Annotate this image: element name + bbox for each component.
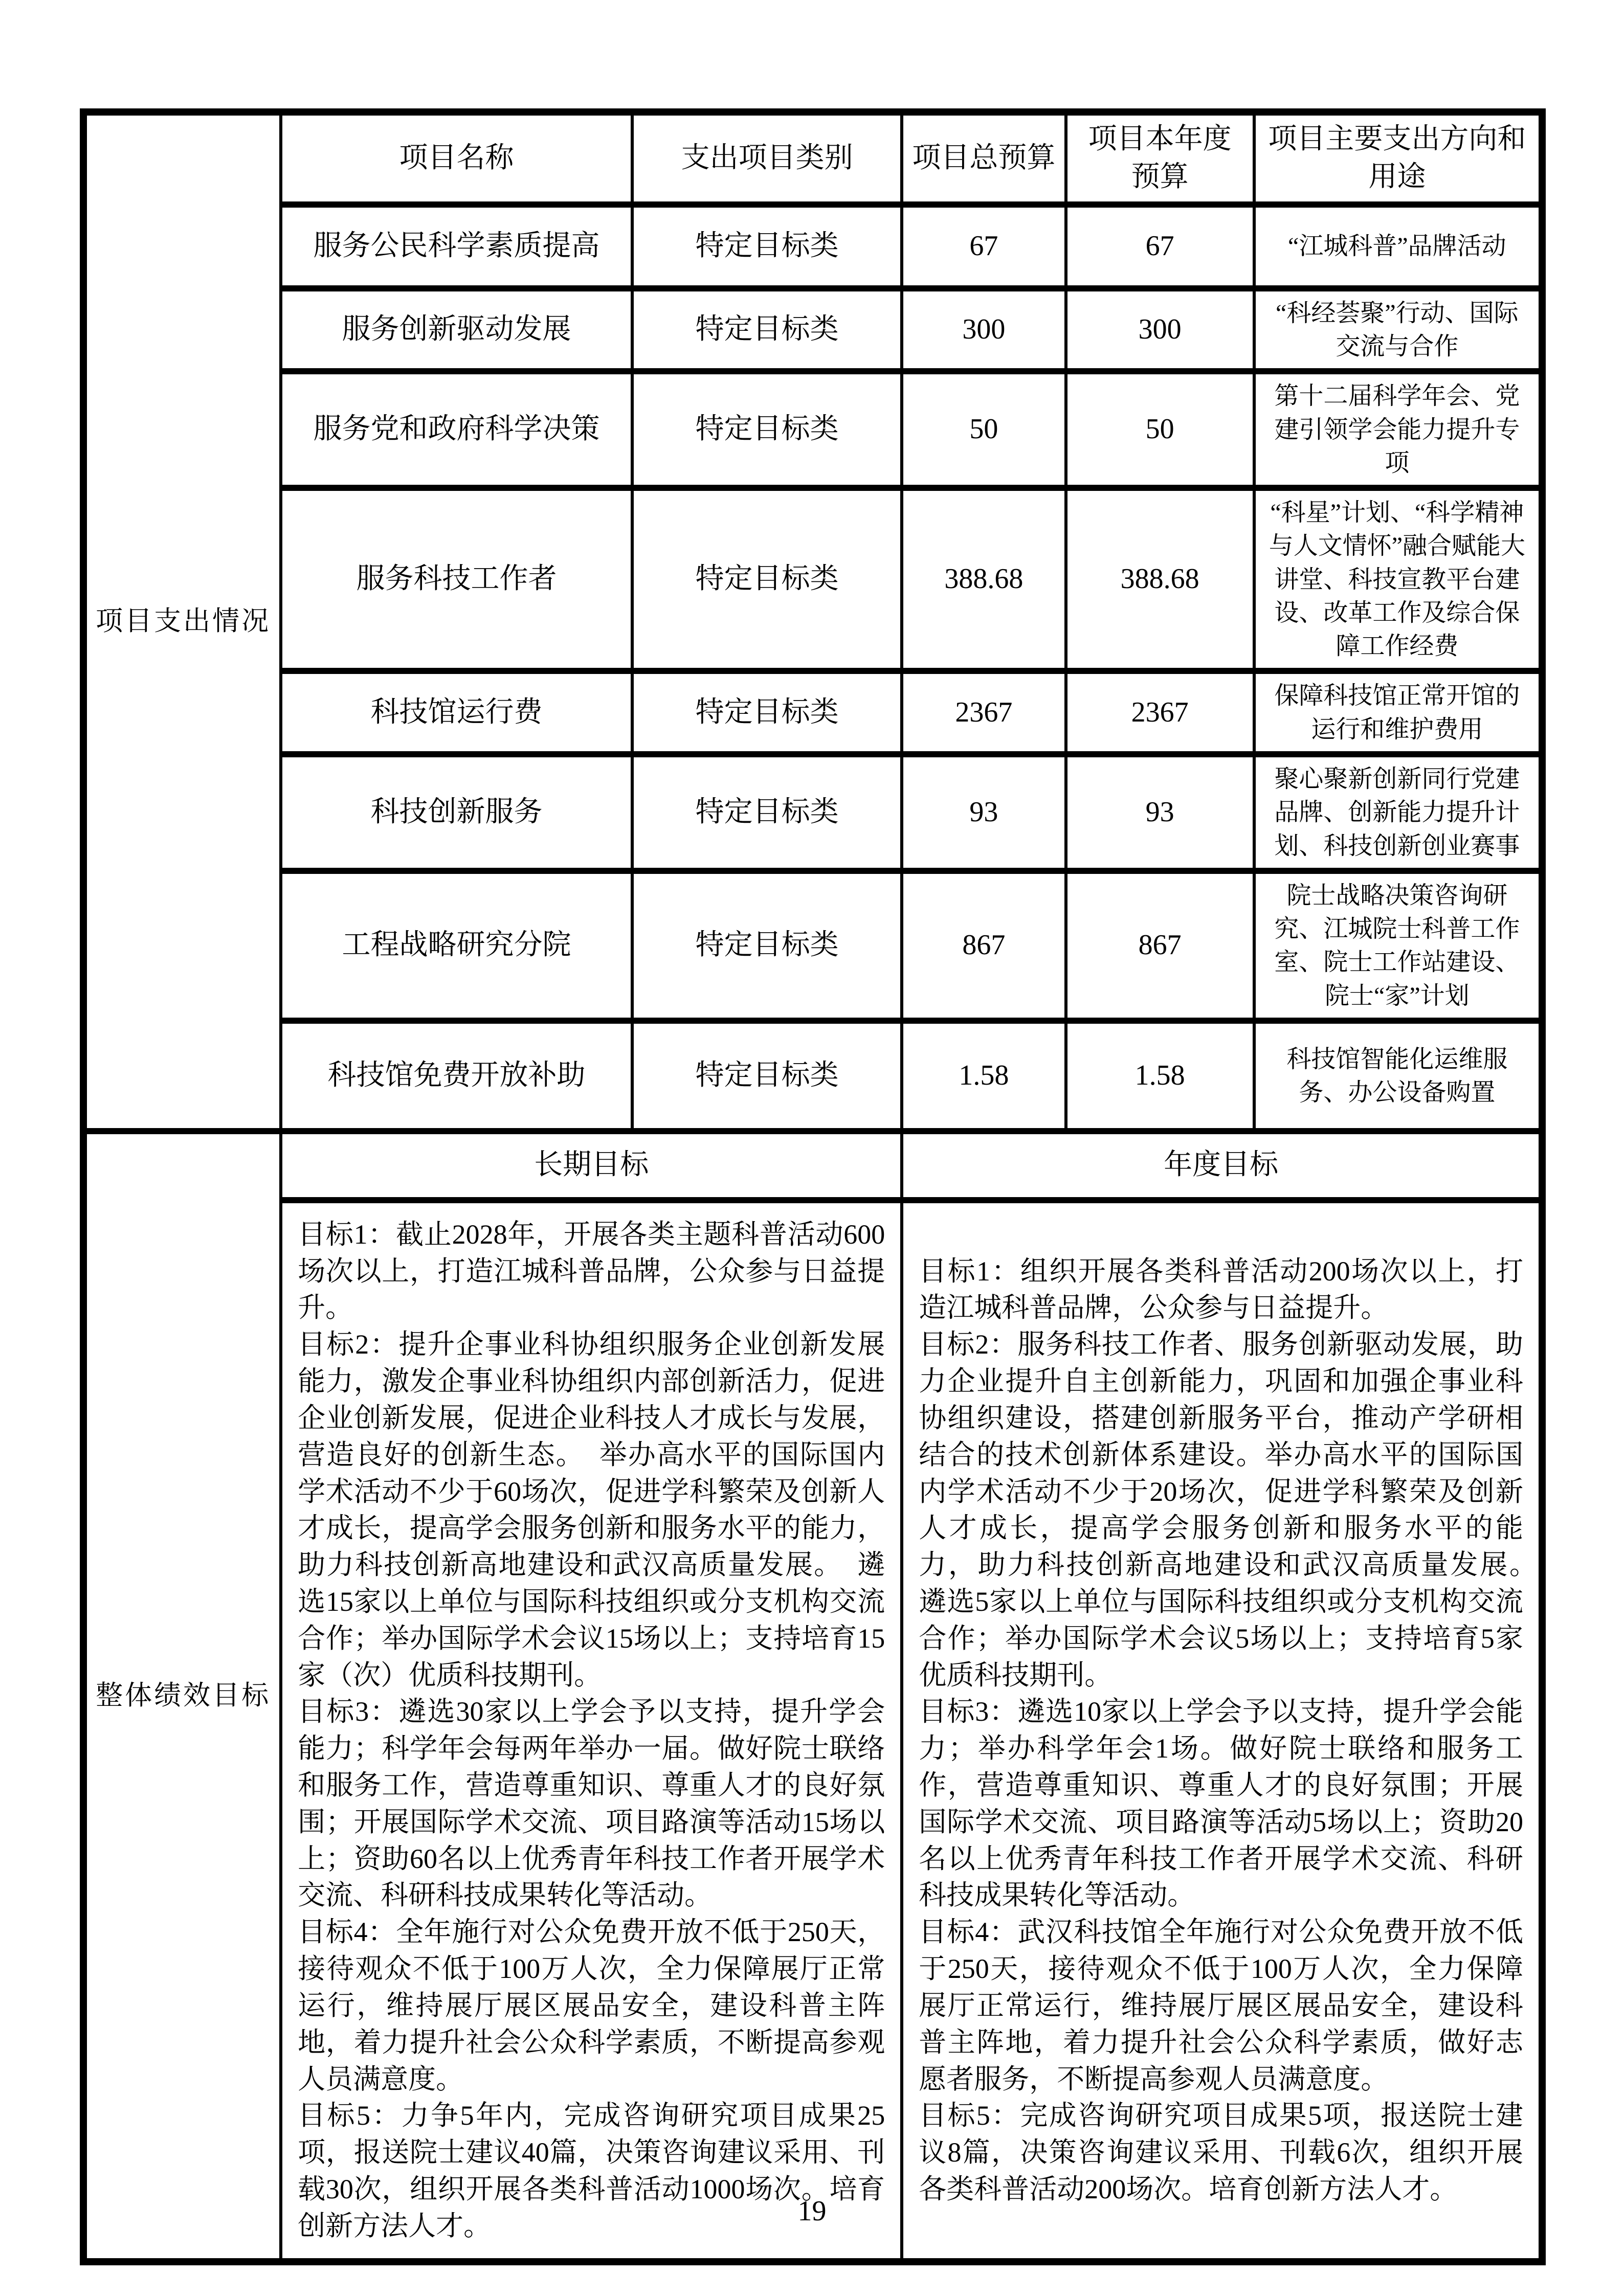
total-budget-cell: 93 [902,754,1065,871]
header-usage: 项目主要支出方向和用途 [1254,112,1542,205]
annual-budget-cell: 1.58 [1066,1021,1254,1131]
total-budget-cell: 867 [902,871,1065,1021]
project-name-cell: 工程战略研究分院 [281,871,632,1021]
annual-goal-3: 目标3：遴选10家以上学会予以支持，提升学会能力；举办科学年会1场。做好院士联络和服务工作，营造尊重知识、尊重人才的良好氛围；开展国际学术交流、项目路演等活动5场以上；资助20名以上优秀青年科技工作者开展学术交流、科研科技成果转化等活动。 [919,1696,1523,1911]
long-term-goal-1: 目标1：截止2028年，开展各类主题科普活动600场次以上，打造江城科普品牌，公众参与日益提升。 [298,1219,885,1323]
usage-cell: “科星”计划、“科学精神与人文情怀”融合赋能大讲堂、科技宣教平台建设、改革工作及综合保障工作经费 [1254,488,1542,671]
section-label-expenditure: 项目支出情况 [83,112,281,1131]
annual-goal-2: 目标2：服务科技工作者、服务创新驱动发展，助力企业提升自主创新能力，巩固和加强企事业科协组织建设，搭建创新服务平台，推动产学研相结合的技术创新体系建设。举办高水平的国际国内学术活动不少于20场次，促进学科繁荣及创新人才成长，提高学会服务创新和服务水平的能力，助力科技创新高地建设和武汉高质量发展。 遴选5家以上单位与国际科技组织或分支机构交流合作；举办国际学术会议5场以上；支持培育5家优质科技期刊。 [919,1329,1551,1691]
table-row [83,288,1542,372]
project-name-cell: 科技馆运行费 [281,671,632,754]
header-long-term-goals: 长期目标 [281,1131,902,1200]
project-name-cell: 科技馆免费开放补助 [281,1021,632,1131]
goals-header-row [83,1131,1542,1200]
header-total-budget: 项目总预算 [902,112,1065,205]
total-budget-cell: 50 [902,371,1065,488]
header-annual-goals: 年度目标 [902,1131,1542,1200]
category-cell: 特定目标类 [632,671,902,754]
total-budget-cell: 67 [902,205,1065,288]
table-header-row [83,112,1542,205]
table-row [83,871,1542,1021]
category-cell: 特定目标类 [632,488,902,671]
category-cell: 特定目标类 [632,754,902,871]
usage-cell: 聚心聚新创新同行党建品牌、创新能力提升计划、科技创新创业赛事 [1254,754,1542,871]
page-number: 19 [797,2195,827,2227]
category-cell: 特定目标类 [632,871,902,1021]
header-project-name: 项目名称 [281,112,632,205]
table-row [83,1021,1542,1131]
usage-cell: 第十二届科学年会、党建引领学会能力提升专项 [1254,371,1542,488]
goals-body-row [83,1200,1542,2262]
usage-cell: 科技馆智能化运维服务、办公设备购置 [1254,1021,1542,1131]
total-budget-cell: 388.68 [902,488,1065,671]
annual-goal-1: 目标1：组织开展各类科普活动200场次以上，打造江城科普品牌，公众参与日益提升。 [919,1255,1523,1323]
section-label-performance: 整体绩效目标 [83,1131,281,2262]
table-row [83,371,1542,488]
project-name-cell: 服务公民科学素质提高 [281,205,632,288]
project-name-cell: 科技创新服务 [281,754,632,871]
long-term-goal-2: 目标2：提升企事业科协组织服务企业创新发展能力，激发企事业科协组织内部创新活力，促进企业创新发展，促进企业科技人才成长与发展，营造良好的创新生态。 举办高水平的国际国内学术活动不少于60场次，促进学科繁荣及创新人才成长，提高学会服务创新和服务水平的能力，助力科技创新高地建设和武汉高质量发展。 遴选15家以上单位与国际科技组织或分支机构交流合作；举办国际学术会议15场以上；支持培育15家（次）优质科技期刊。 [298,1329,885,1691]
total-budget-cell: 1.58 [902,1021,1065,1131]
annual-goals-cell [902,1200,1551,2262]
annual-budget-cell: 2367 [1066,671,1254,754]
long-term-goal-4: 目标4：全年施行对公众免费开放不低于250天，接待观众不低于100万人次，全力保障展厅正常运行，维持展厅展区展品安全，建设科普主阵地，着力提升社会公众科学素质，不断提高参观人员满意度。 [298,1917,885,2095]
long-term-goal-5: 目标5：力争5年内，完成咨询研究项目成果25项，报送院士建议40篇，决策咨询建议采用、刊载30次，组织开展各类科普活动1000场次。培育创新方法人才。 [298,2100,885,2241]
project-name-cell: 服务党和政府科学决策 [281,371,632,488]
category-cell: 特定目标类 [632,1021,902,1131]
annual-budget-cell: 67 [1066,205,1254,288]
usage-cell: 院士战略决策咨询研究、江城院士科普工作室、院士工作站建设、院士“家”计划 [1254,871,1542,1021]
budget-performance-table [80,108,1551,2265]
total-budget-cell: 300 [902,288,1065,372]
table-row [83,754,1542,871]
usage-cell: 保障科技馆正常开馆的运行和维护费用 [1254,671,1542,754]
annual-goal-4: 目标4：武汉科技馆全年施行对公众免费开放不低于250天，接待观众不低于100万人次，全力保障展厅正常运行，维持展厅展区展品安全，建设科普主阵地，着力提升社会公众科学素质，做好志愿者服务，不断提高参观人员满意度。 [919,1917,1523,2095]
project-name-cell: 服务科技工作者 [281,488,632,671]
usage-cell: “科经荟聚”行动、国际交流与合作 [1254,288,1542,372]
usage-cell: “江城科普”品牌活动 [1254,205,1542,288]
category-cell: 特定目标类 [632,371,902,488]
table-row [83,488,1542,671]
long-term-goal-3: 目标3：遴选30家以上学会予以支持，提升学会能力；科学年会每两年举办一届。做好院士联络和服务工作，营造尊重知识、尊重人才的良好氛围；开展国际学术交流、项目路演等活动15场以上；资助60名以上优秀青年科技工作者开展学术交流、科研科技成果转化等活动。 [298,1696,885,1911]
total-budget-cell: 2367 [902,671,1065,754]
annual-budget-cell: 300 [1066,288,1254,372]
category-cell: 特定目标类 [632,205,902,288]
annual-budget-cell: 93 [1066,754,1254,871]
table-row [83,205,1542,288]
table-row [83,671,1542,754]
annual-budget-cell: 50 [1066,371,1254,488]
long-term-goals-cell [281,1200,902,2262]
annual-goal-5: 目标5：完成咨询研究项目成果5项，报送院士建议8篇，决策咨询建议采用、刊载6次，组织开展各类科普活动200场次。培育创新方法人才。 [919,2100,1523,2204]
header-annual-budget: 项目本年度预算 [1066,112,1254,205]
project-name-cell: 服务创新驱动发展 [281,288,632,372]
category-cell: 特定目标类 [632,288,902,372]
header-category: 支出项目类别 [632,112,902,205]
annual-budget-cell: 388.68 [1066,488,1254,671]
annual-budget-cell: 867 [1066,871,1254,1021]
